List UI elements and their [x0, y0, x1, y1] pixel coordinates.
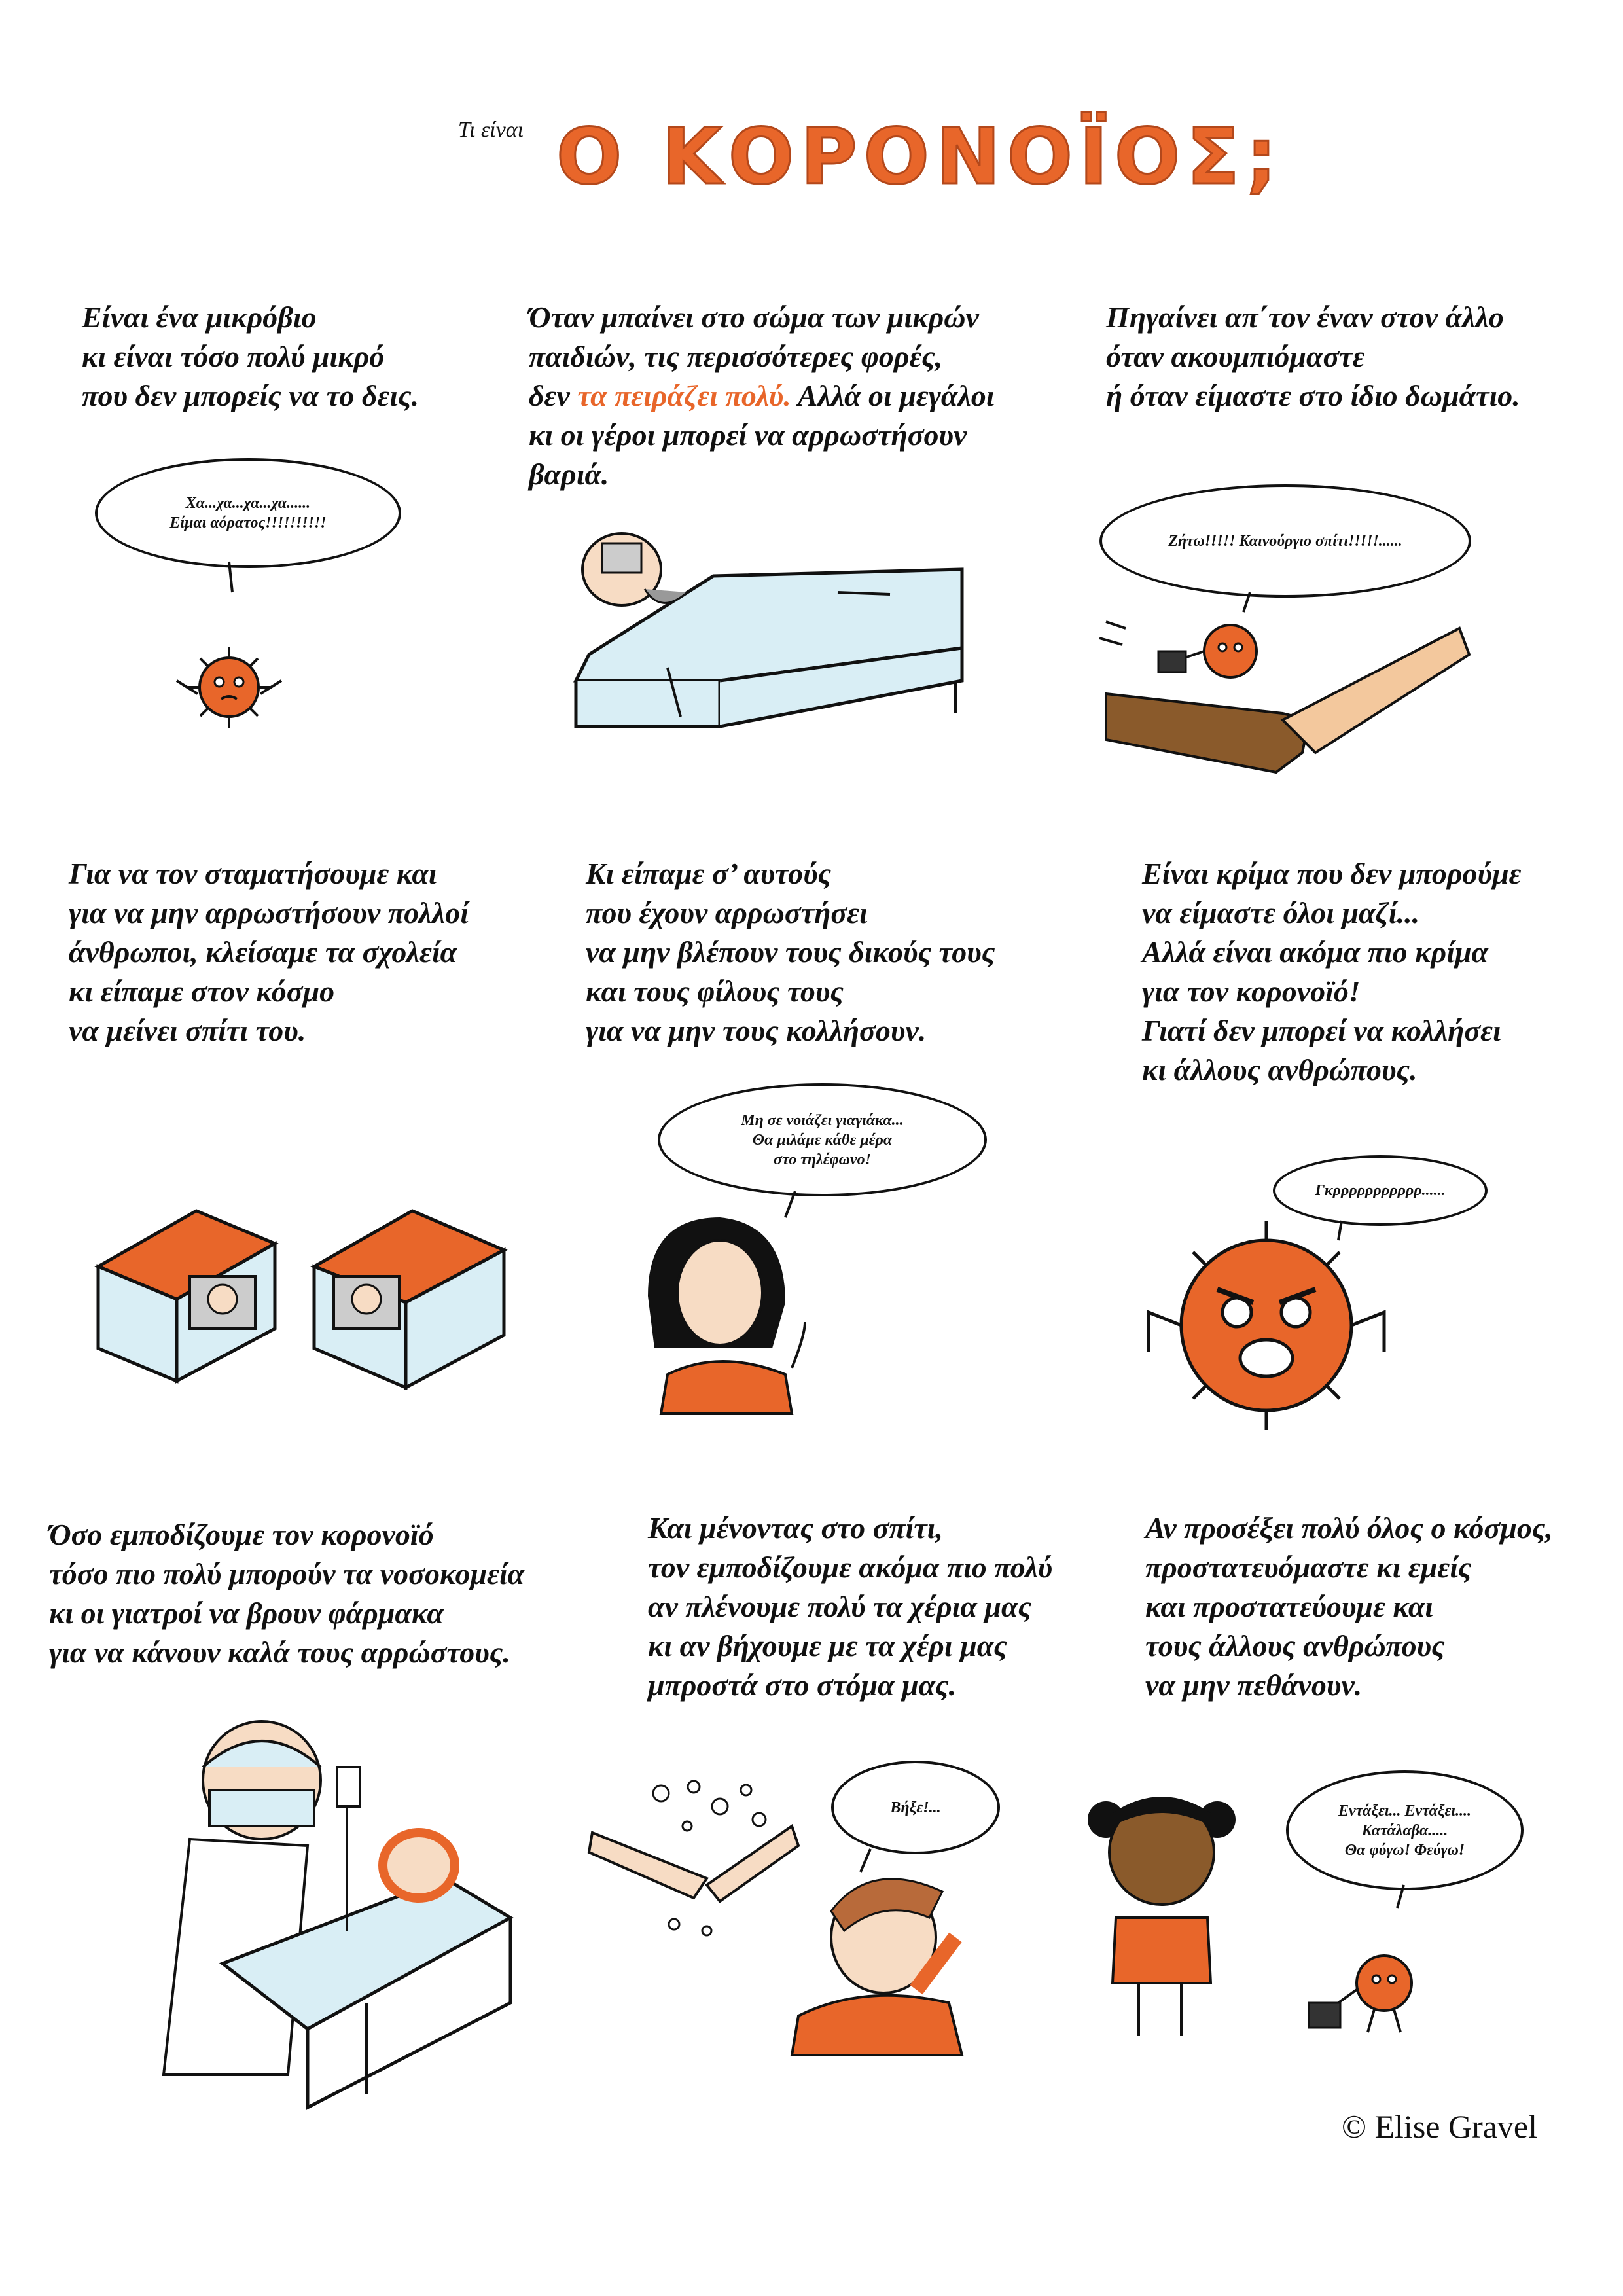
virus-with-suitcase-icon — [1158, 625, 1257, 677]
iv-drip-icon — [337, 1767, 360, 1931]
panel-1-caption: Είναι ένα μικρόβιο κι είναι τόσο πολύ μικρό που δεν μπορείς να το δεις. — [82, 300, 419, 412]
doctor-icon — [164, 1721, 321, 2075]
girl-on-phone-icon — [648, 1217, 805, 1414]
panel-3-caption: Πηγαίνει απ΄τον έναν στον άλλο όταν ακουμπιόμαστε ή όταν είμαστε στο ίδιο δωμάτιο. — [1106, 300, 1520, 412]
panel-8-caption: Και μένοντας στο σπίτι, τον εμποδίζουμε ακόμα πιο πολύ αν πλένουμε πολύ τα χέρια μας κι αν βήχουμε με τα χέρι μας μπροστά στο στόμα μας. — [648, 1511, 1053, 1702]
girl-with-pigtails-icon — [1088, 1797, 1236, 2036]
elderly-person-sleeping-icon — [582, 533, 687, 605]
house-icon — [98, 1211, 275, 1381]
virus-leaving-with-suitcase-icon — [1309, 1956, 1412, 2032]
washing-hands-icon — [589, 1781, 798, 1935]
boy-coughing-icon — [792, 1879, 962, 2055]
panel-5-speech-bubble: Μη σε νοιάζει γιαγιάκα... Θα μιλάμε κάθε μέρα στο τηλέφωνο! — [658, 1083, 987, 1196]
house-icon — [314, 1211, 504, 1388]
panel-6-caption: Είναι κρίμα που δεν μπορούμε να είμαστε όλοι μαζί... Αλλά είναι ακόμα πιο κρίμα για τον κορονοϊό! Γιατί δεν μπορεί να κολλήσει κι άλλους ανθρώπους. — [1142, 857, 1522, 1086]
panel-9-caption: Αν προσέξει πολύ όλος ο κόσμος, προστατευόμαστε κι εμείς και προστατεύουμε και τους άλλους ανθρώπους να μην πεθάνουν. — [1145, 1511, 1553, 1702]
virus-character-icon — [177, 647, 281, 728]
panel-1-speech-bubble: Χα...χα...χα...χα...... Είμαι αόρατος!!!!!!!!!! — [95, 458, 401, 568]
angry-virus-icon — [1149, 1221, 1384, 1430]
handshake-icon — [1106, 628, 1469, 772]
panel-7-caption: Όσο εμποδίζουμε τον κορονοϊό τόσο πιο πολύ μπορούν τα νοσοκομεία κι οι γιατροί να βρουν φάρμακα για να κάνουν καλά τους αρρώστους. — [49, 1518, 525, 1669]
panel-4-caption: Για να τον σταματήσουμε και για να μην αρρωστήσουν πολλοί άνθρωποι, κλείσαμε τα σχολεία κι είπαμε στον κόσμο να μείνει σπίτι του. — [69, 857, 469, 1047]
panel-6-speech-bubble: Γκρρρρρρρρρρρ...... — [1273, 1155, 1488, 1226]
panel-5-caption: Κι είπαμε σ’ αυτούς που έχουν αρρωστήσει να μην βλέπουν τους δικούς τους και τους φίλους τους για να μην τους κολλήσουν. — [586, 857, 995, 1047]
panel-8-speech-bubble: Βήξε!... — [831, 1761, 1000, 1854]
panel-3-speech-bubble: Ζήτω!!!!! Καινούργιο σπίτι!!!!!...... — [1099, 484, 1471, 598]
bed-icon — [576, 569, 962, 726]
hospital-bed-icon — [223, 1878, 510, 2108]
patient-icon — [383, 1833, 455, 1898]
panel-2-caption: Όταν μπαίνει στο σώμα των μικρών παιδιών, τις περισσότερες φορές, δεν τα πειράζει πολύ. Αλλά οι μεγάλοι κι οι γέροι μπορεί να αρρωστήσουν βαριά. — [529, 300, 995, 491]
panel-9-speech-bubble: Εντάξει... Εντάξει.... Κατάλαβα..... Θα φύγω! Φεύγω! — [1286, 1770, 1524, 1890]
page-title: Ο ΚΟΡΟΝΟΪΟΣ; — [556, 111, 1284, 202]
copyright-credit: © Elise Gravel — [1342, 2108, 1537, 2145]
title-question-small: Τι είναι — [457, 118, 524, 142]
